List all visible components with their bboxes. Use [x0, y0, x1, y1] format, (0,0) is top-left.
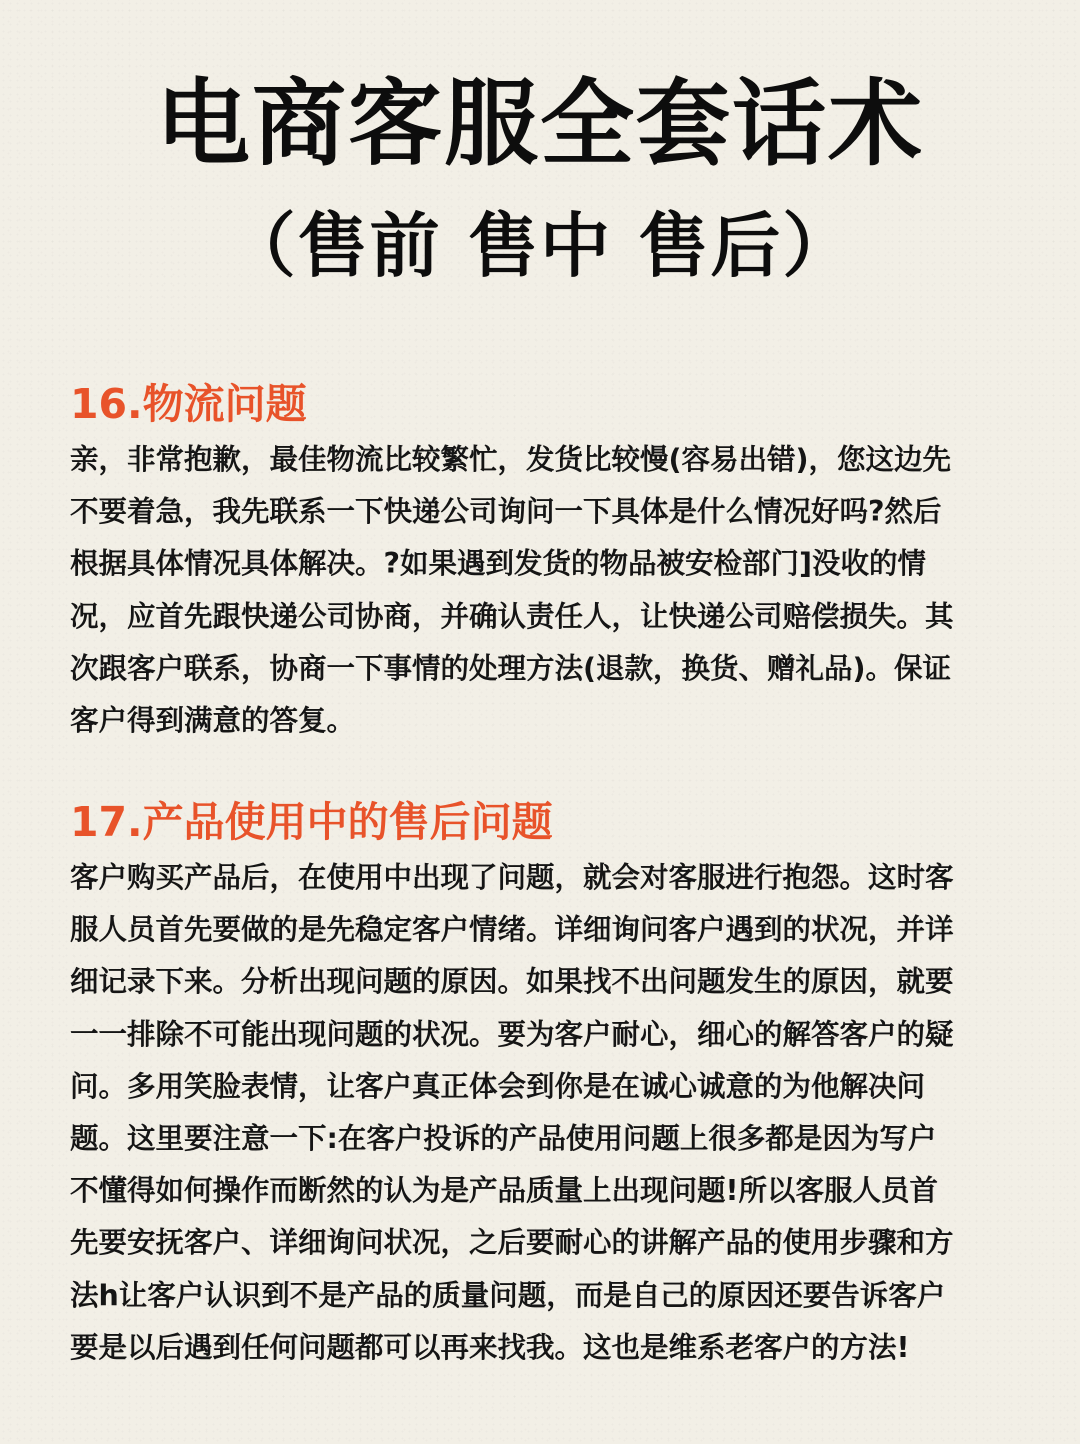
- body-line: 细记录下来。分析出现问题的原因。如果找不出问题发生的原因，就要: [70, 965, 954, 999]
- section-logistics: [70, 378, 1045, 747]
- body-line: 问。多用笑脸表情，让客户真正体会到你是在诚心诚意的为他解决问: [70, 1069, 926, 1103]
- body-line: 不懂得如何操作而断然的认为是产品质量上出现问题!所以客服人员首: [70, 1174, 938, 1208]
- body-line: 先要安抚客户、详细询问状况，之后要耐心的讲解产品的使用步骤和方: [70, 1226, 954, 1260]
- body-line: 次跟客户联系，协商一下事情的处理方法(退款，换货、赠礼品)。保证: [70, 651, 952, 685]
- section-heading: 17.产品使用中的售后问题: [70, 798, 553, 846]
- body-line: 一一排除不可能出现问题的状况。要为客户耐心，细心的解答客户的疑: [70, 1017, 954, 1051]
- section-after-sales: [70, 796, 1045, 1374]
- section-heading: 16.物流问题: [70, 380, 307, 428]
- body-line: 要是以后遇到任何问题都可以再来找我。这也是维系老客户的方法!: [70, 1330, 910, 1364]
- body-line: 题。这里要注意一下:在客户投诉的产品使用问题上很多都是因为写户: [70, 1121, 937, 1155]
- page-subtitle: （售前 售中 售后）: [225, 205, 855, 287]
- page-title: 电商客服全套话术: [155, 70, 924, 179]
- body-line: 法h让客户认识到不是产品的质量问题，而是自己的原因还要告诉客户: [70, 1278, 946, 1312]
- body-line: 亲，非常抱歉，最佳物流比较繁忙，发货比较慢(容易出错)，您这边先: [70, 443, 952, 476]
- section-body: [70, 852, 1045, 1374]
- body-line: 客户得到满意的答复。: [70, 703, 356, 737]
- body-line: 根据具体情况具体解决。?如果遇到发货的物品被安检部门]没收的情: [70, 547, 927, 581]
- body-line: 不要着急，我先联系一下快递公司询问一下具体是什么情况好吗?然后: [70, 495, 942, 529]
- body-line: 况，应首先跟快递公司协商，并确认责任人，让快递公司赔偿损失。其: [70, 599, 954, 633]
- body-line: 服人员首先要做的是先稳定客户情绪。详细询问客户遇到的状况，并详: [70, 913, 954, 947]
- section-body: [70, 434, 1045, 747]
- body-line: 客户购买产品后，在使用中出现了问题，就会对客服进行抱怨。这时客: [70, 861, 954, 894]
